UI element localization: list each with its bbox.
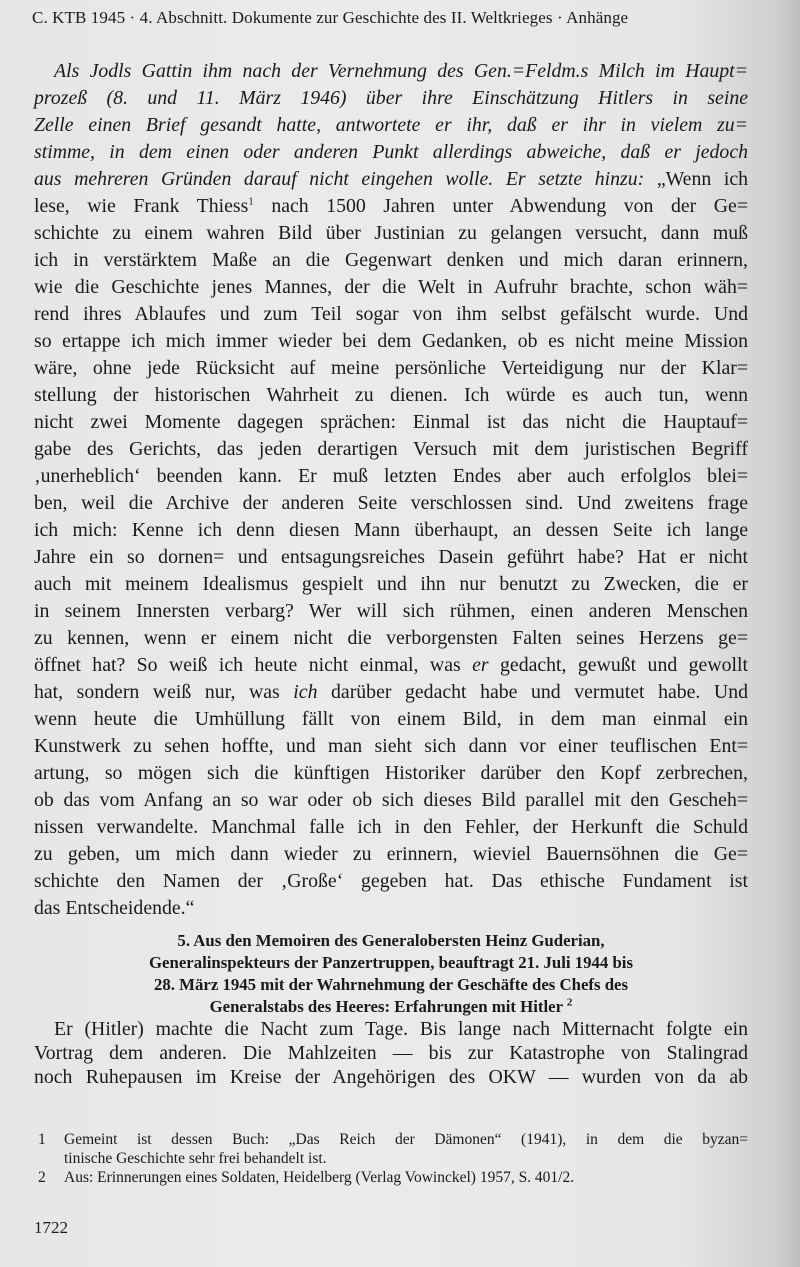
running-head: C. KTB 1945 · 4. Abschnitt. Dokumente zur Geschichte des II. Weltkrieges · Anhänge — [32, 8, 629, 27]
text-line — [34, 166, 748, 193]
text-line: ich in verstärktem Maße an die Gegenwart denken und mich daran erinnern, — [34, 249, 748, 271]
text-line: Als Jodls Gattin ihm nach der Vernehmung des Gen.=Feldm.s Milch im Haupt= — [54, 60, 748, 82]
text-line: Vortrag dem anderen. Die Mahlzeiten — bis zur Katastrophe von Stalingrad — [34, 1042, 748, 1064]
footnote-1 — [34, 1130, 748, 1168]
text-line: stimme, in dem einen oder anderen Punkt allerdings abweiche, daß er jedoch — [34, 141, 748, 163]
text-line: das Entscheidende.“ — [34, 897, 195, 919]
text-line: in seinem Innersten verbarg? Wer will sich rühmen, einen anderen Menschen — [34, 600, 748, 622]
guderian-paragraph — [34, 1017, 748, 1089]
footnote-ref-2: 2 — [566, 996, 573, 1009]
quote-start: „Wenn ich — [644, 168, 749, 190]
text-line: Jahre ein so dornen= und entsagungsreiches Dasein geführt habe? Hat er nicht — [34, 546, 748, 568]
footnote-line: tinische Geschichte sehr frei behandelt ist. — [64, 1150, 327, 1167]
text-line — [34, 652, 748, 679]
footnote-number: 2 — [38, 1169, 46, 1186]
italic-er: er — [472, 654, 489, 676]
text-line: wäre, ohne jede Rücksicht auf meine persönliche Verteidigung nur der Klar= — [34, 357, 748, 379]
heading-line: 28. März 1945 mit der Wahrnehmung der Geschäfte des Chefs des — [153, 975, 629, 994]
text-line: schichte den Namen der ‚Große‘ gegeben hat. Das ethische Fundament ist — [34, 870, 748, 892]
jodl-letter-paragraph — [34, 58, 748, 922]
text-line: ich mich: Kenne ich denn diesen Mann überhaupt, an dessen Seite ich lange — [34, 519, 748, 541]
section-heading — [34, 930, 748, 1018]
text-line: Kunstwerk zu sehen hoffte, und man sieht sich dann vor einer teuflischen Ent= — [34, 735, 748, 757]
text-line — [34, 193, 748, 220]
text-line: nissen verwandelte. Manchmal falle ich in den Fehler, der Herkunft die Schuld — [34, 816, 748, 838]
text-line: wenn heute die Umhüllung fällt von einem Bild, in dem man einmal ein — [34, 708, 748, 730]
heading-text: Generalstabs des Heeres: Erfahrungen mit Hitler — [209, 997, 563, 1016]
text-fragment: hat, sondern weiß nur, was — [34, 681, 294, 703]
text-fragment: nach 1500 Jahren unter Abwendung von der Ge= — [253, 195, 748, 217]
italic-ich: ich — [293, 681, 318, 703]
page-number: 1722 — [34, 1218, 68, 1237]
text-line: zu kennen, wenn er einem nicht die verborgensten Falten seines Herzens ge= — [34, 627, 748, 649]
text-line: ben, weil die Archive der anderen Seite verschlossen sind. Und zweitens frage — [34, 492, 748, 514]
text-line: so ertappe ich mich immer wieder bei dem Gedanken, ob es nicht meine Mission — [34, 330, 748, 352]
text-line: ob das vom Anfang an so war oder ob sich dieses Bild parallel mit den Gescheh= — [34, 789, 748, 811]
text-line: Zelle einen Brief gesandt hatte, antwortete er ihr, daß er ihr in vielem zu= — [34, 114, 748, 136]
text-fragment: darüber gedacht habe und vermutet habe. Und — [317, 681, 749, 703]
footnote-line: Aus: Erinnerungen eines Soldaten, Heidelberg (Verlag Vowinckel) 1957, S. 401/2. — [64, 1169, 575, 1186]
footnote-2 — [34, 1168, 748, 1187]
text-line: noch Ruhepausen im Kreise der Angehörigen des OKW — wurden von da ab — [34, 1066, 748, 1088]
text-line: schichte zu einem wahren Bild über Justinian zu gelangen versucht, dann muß — [34, 222, 748, 244]
text-line: Er (Hitler) machte die Nacht zum Tage. Bis lange nach Mitternacht folgte ein — [54, 1018, 748, 1040]
text-line: artung, so mögen sich die künftigen Historiker darüber den Kopf zerbrechen, — [34, 762, 748, 784]
text-line: gabe des Gerichts, das jeden derartigen Versuch mit dem juristischen Begriff — [34, 438, 748, 460]
text-fragment: gedacht, gewußt und gewollt — [488, 654, 748, 676]
text-line — [34, 679, 748, 706]
text-line: prozeß (8. und 11. März 1946) über ihre Einschätzung Hitlers in seine — [34, 87, 748, 109]
footnote-number: 1 — [38, 1131, 46, 1148]
text-line: stellung der historischen Wahrheit zu dienen. Ich würde es auch tun, wenn — [34, 384, 748, 406]
text-line: rend ihres Ablaufes und zum Teil sogar von ihm selbst gefälscht wurde. Und — [34, 303, 748, 325]
text-line: ‚unerheblich‘ beenden kann. Er muß letzten Endes aber auch erfolglos blei= — [34, 465, 748, 487]
italic-fragment: aus mehreren Gründen darauf nicht eingehen wolle. Er setzte hinzu: — [34, 168, 645, 190]
heading-line — [34, 996, 748, 1018]
text-line: auch mit meinem Idealismus gespielt und ihn nur benutzt zu Zwecken, die er — [34, 573, 748, 595]
text-line: nicht zwei Momente dagegen sprächen: Einmal ist das nicht die Hauptauf= — [34, 411, 748, 433]
text-line: wie die Geschichte jenes Mannes, der die Welt in Aufruhr brachte, schon wäh= — [34, 276, 748, 298]
text-fragment: lese, wie Frank Thiess — [34, 195, 249, 217]
heading-line: Generalinspekteurs der Panzertruppen, beauftragt 21. Juli 1944 bis — [148, 953, 633, 972]
text-fragment: öffnet hat? So weiß ich heute nicht einmal, was — [34, 654, 461, 676]
heading-line: 5. Aus den Memoiren des Generalobersten Heinz Guderian, — [177, 931, 605, 950]
footnote-line: Gemeint ist dessen Buch: „Das Reich der Dämonen“ (1941), in dem die byzan= — [64, 1131, 748, 1148]
footnote-ref-1: 1 — [248, 195, 254, 208]
footnotes — [34, 1130, 748, 1187]
text-line: zu geben, um mich dann wieder zu erinnern, wieviel Bauernsöhnen die Ge= — [34, 843, 748, 865]
